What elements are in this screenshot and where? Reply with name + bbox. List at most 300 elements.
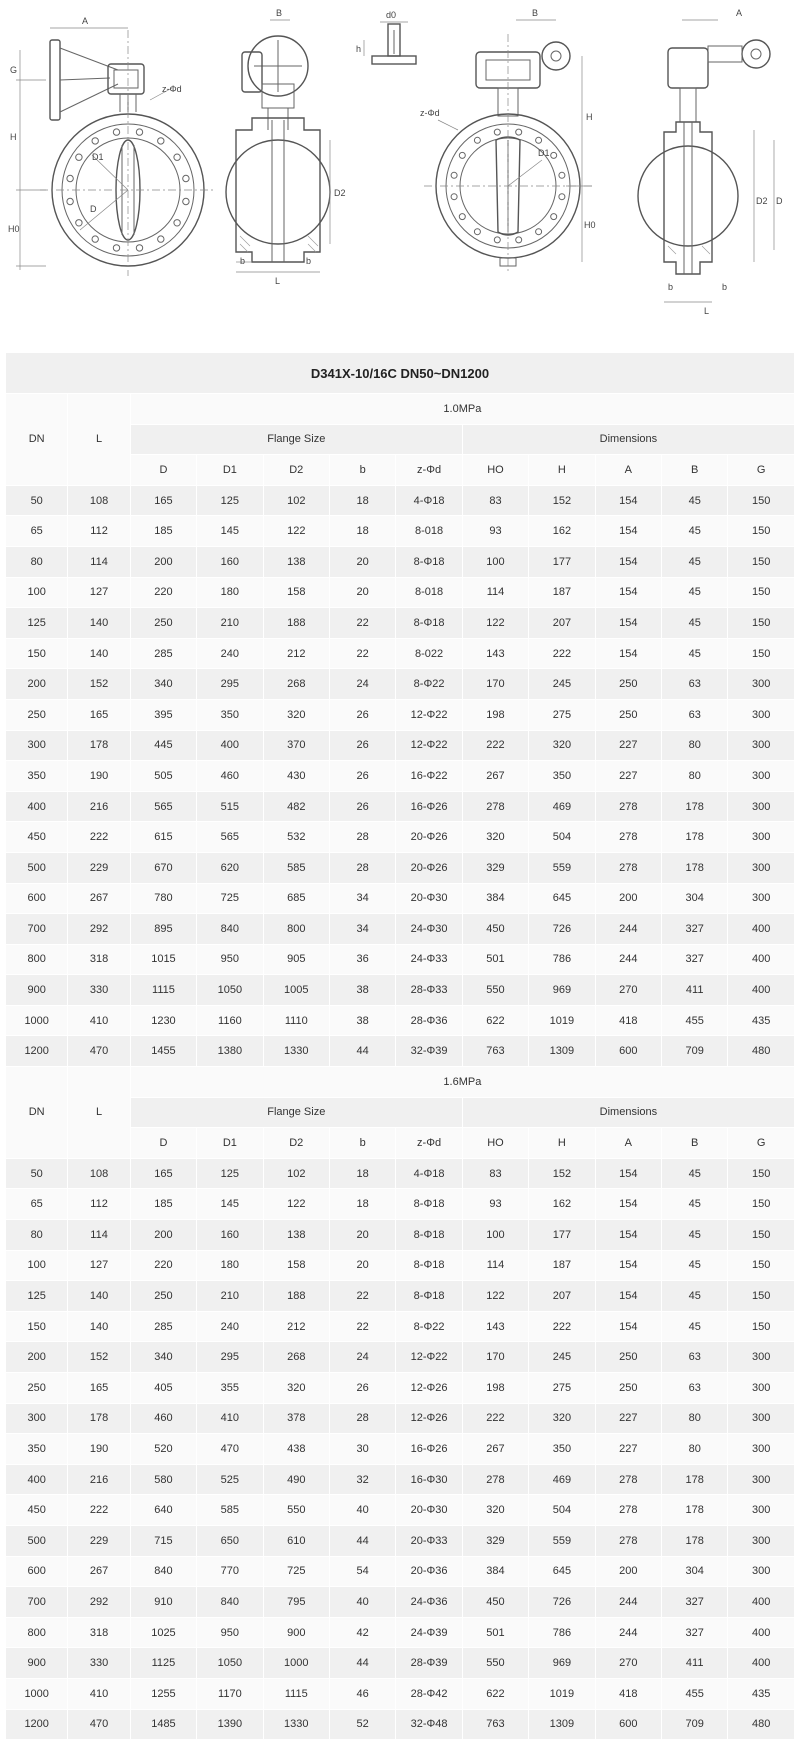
table-cell: 435 (728, 1005, 795, 1036)
dn-header: DN (6, 394, 68, 486)
table-row (6, 914, 795, 945)
table-cell: 150 (728, 1220, 795, 1251)
table-cell: 300 (6, 1403, 68, 1434)
table-cell: 125 (6, 1281, 68, 1312)
table-cell: 102 (263, 485, 329, 516)
table-cell: 100 (462, 546, 528, 577)
bolt-hole (459, 214, 465, 220)
table-cell: 210 (197, 608, 263, 639)
table-cell: 150 (728, 1281, 795, 1312)
table-cell: 270 (595, 975, 661, 1006)
table-row (6, 1709, 795, 1740)
table-cell: 212 (263, 1311, 329, 1342)
table-cell: 840 (197, 914, 263, 945)
table-row (6, 638, 795, 669)
table-cell: 786 (529, 944, 595, 975)
table-cell: 45 (662, 546, 728, 577)
column-header: A (595, 1128, 661, 1159)
table-cell: 300 (728, 883, 795, 914)
table-cell: 304 (662, 1556, 728, 1587)
table-cell: 250 (595, 669, 661, 700)
dim-zphid-gear-label: z-Φd (420, 108, 440, 118)
table-cell: 12-Φ26 (396, 1373, 462, 1404)
table-cell: 320 (263, 1373, 329, 1404)
table-cell: 715 (130, 1525, 196, 1556)
table-cell: 150 (728, 577, 795, 608)
table-cell: 46 (329, 1678, 395, 1709)
table-cell: 178 (662, 791, 728, 822)
table-cell: 24-Φ30 (396, 914, 462, 945)
table-cell: 1025 (130, 1617, 196, 1648)
table-cell: 300 (728, 1403, 795, 1434)
column-header: D1 (197, 455, 263, 486)
table-cell: 200 (6, 1342, 68, 1373)
table-cell: 80 (662, 730, 728, 761)
table-cell: 150 (728, 546, 795, 577)
table-cell: 300 (728, 852, 795, 883)
table-cell: 950 (197, 1617, 263, 1648)
table-row (6, 1220, 795, 1251)
table-cell: 318 (68, 1617, 130, 1648)
table-cell: 400 (728, 1587, 795, 1618)
table-cell: 400 (728, 914, 795, 945)
table-cell: 770 (197, 1556, 263, 1587)
table-cell: 188 (263, 608, 329, 639)
table-cell: 20-Φ30 (396, 1495, 462, 1526)
table-cell: 1309 (529, 1036, 595, 1067)
column-header: HO (462, 1128, 528, 1159)
table-cell: 559 (529, 852, 595, 883)
table-cell: 355 (197, 1373, 263, 1404)
table-cell: 565 (197, 822, 263, 853)
table-cell: 160 (197, 1220, 263, 1251)
table-cell: 143 (462, 638, 528, 669)
table-cell: 154 (595, 1311, 661, 1342)
table-cell: 122 (462, 1281, 528, 1312)
table-cell: 177 (529, 1220, 595, 1251)
dim-b-small-right-label: b (306, 256, 312, 266)
table-cell: 969 (529, 1648, 595, 1679)
table-cell: 300 (728, 1342, 795, 1373)
table-cell: 185 (130, 516, 196, 547)
table-cell: 63 (662, 699, 728, 730)
dn-header: DN (6, 1067, 68, 1159)
table-cell: 16-Φ30 (396, 1464, 462, 1495)
bolt-hole (474, 137, 480, 143)
valve-technical-drawing (0, 0, 800, 330)
table-cell: 28-Φ39 (396, 1648, 462, 1679)
table-row (6, 1373, 795, 1404)
table-cell: 200 (595, 1556, 661, 1587)
table-cell: 63 (662, 669, 728, 700)
table-cell: 1050 (197, 1648, 263, 1679)
table-cell: 28-Φ36 (396, 1005, 462, 1036)
table-cell: 395 (130, 699, 196, 730)
table-cell: 340 (130, 669, 196, 700)
table-cell: 800 (6, 1617, 68, 1648)
column-header: D (130, 455, 196, 486)
bolt-hole (174, 154, 180, 160)
table-cell: 620 (197, 852, 263, 883)
table-cell: 154 (595, 1250, 661, 1281)
table-cell: 150 (6, 638, 68, 669)
table-row (6, 1495, 795, 1526)
table-row (6, 822, 795, 853)
table-cell: 63 (662, 1342, 728, 1373)
table-cell: 300 (728, 761, 795, 792)
table-cell: 93 (462, 516, 528, 547)
table-cell: 500 (6, 852, 68, 883)
table-cell: 108 (68, 1158, 130, 1189)
table-cell: 245 (529, 1342, 595, 1373)
table-cell: 45 (662, 608, 728, 639)
table-cell: 154 (595, 1158, 661, 1189)
table-cell: 8-Φ18 (396, 1281, 462, 1312)
table-cell: 400 (728, 1648, 795, 1679)
table-cell: 178 (68, 1403, 130, 1434)
table-cell: 405 (130, 1373, 196, 1404)
table-cell: 1330 (263, 1036, 329, 1067)
table-cell: 4-Φ18 (396, 485, 462, 516)
table-cell: 384 (462, 883, 528, 914)
table-cell: 145 (197, 516, 263, 547)
table-cell: 190 (68, 1434, 130, 1465)
table-cell: 350 (529, 761, 595, 792)
table-cell: 327 (662, 944, 728, 975)
table-cell: 480 (728, 1036, 795, 1067)
table-cell: 112 (68, 516, 130, 547)
table-cell: 30 (329, 1434, 395, 1465)
table-cell: 12-Φ22 (396, 730, 462, 761)
table-cell: 418 (595, 1005, 661, 1036)
dim-l-label: L (275, 276, 281, 286)
table-row (6, 669, 795, 700)
pressure-header: 1.0MPa (130, 394, 794, 425)
table-cell: 763 (462, 1709, 528, 1740)
table-cell: 138 (263, 546, 329, 577)
table-cell: 127 (68, 577, 130, 608)
table-cell: 240 (197, 638, 263, 669)
table-cell: 45 (662, 1158, 728, 1189)
table-cell: 108 (68, 485, 130, 516)
dim-d0-label: d0 (386, 10, 397, 20)
table-cell: 318 (68, 944, 130, 975)
table-cell: 18 (329, 516, 395, 547)
table-row (6, 1281, 795, 1312)
table-cell: 152 (529, 485, 595, 516)
table-cell: 900 (6, 1648, 68, 1679)
dimensions-header: Dimensions (462, 1097, 794, 1128)
table-cell: 969 (529, 975, 595, 1006)
table-cell: 42 (329, 1617, 395, 1648)
table-cell: 384 (462, 1556, 528, 1587)
table-cell: 44 (329, 1036, 395, 1067)
table-cell: 16-Φ22 (396, 761, 462, 792)
shaft-detail-view (356, 10, 416, 64)
table-row (6, 761, 795, 792)
table-cell: 145 (197, 1189, 263, 1220)
table-cell: 550 (462, 1648, 528, 1679)
table-row (6, 546, 795, 577)
table-cell: 650 (197, 1525, 263, 1556)
table-cell: 400 (728, 975, 795, 1006)
table-cell: 216 (68, 1464, 130, 1495)
table-cell: 455 (662, 1678, 728, 1709)
table-cell: 50 (6, 1158, 68, 1189)
table-cell: 200 (595, 883, 661, 914)
column-header: D2 (263, 1128, 329, 1159)
table-cell: 112 (68, 1189, 130, 1220)
table-cell: 227 (595, 1403, 661, 1434)
table-cell: 28-Φ33 (396, 975, 462, 1006)
table-cell: 45 (662, 1250, 728, 1281)
table-cell: 445 (130, 730, 196, 761)
table-cell: 410 (197, 1403, 263, 1434)
dim-d1-gear-label: D1 (538, 148, 550, 158)
table-cell: 178 (662, 1525, 728, 1556)
table-cell: 45 (662, 1220, 728, 1251)
dim-d2-gear-label: D2 (756, 196, 768, 206)
bolt-hole (494, 237, 500, 243)
table-cell: 370 (263, 730, 329, 761)
table-cell: 1200 (6, 1709, 68, 1740)
table-cell: 275 (529, 699, 595, 730)
bolt-hole (516, 237, 522, 243)
table-row (6, 852, 795, 883)
table-cell: 400 (6, 1464, 68, 1495)
table-cell: 610 (263, 1525, 329, 1556)
bolt-hole (67, 175, 73, 181)
table-cell: 220 (130, 1250, 196, 1281)
flange-size-header: Flange Size (130, 424, 462, 455)
table-cell: 600 (595, 1036, 661, 1067)
bolt-hole (113, 245, 119, 251)
table-cell: 154 (595, 1220, 661, 1251)
table-cell: 150 (728, 638, 795, 669)
table-cell: 622 (462, 1678, 528, 1709)
table-cell: 28-Φ42 (396, 1678, 462, 1709)
table-cell: 267 (68, 1556, 130, 1587)
table-cell: 54 (329, 1556, 395, 1587)
table-cell: 438 (263, 1434, 329, 1465)
table-cell: 350 (529, 1434, 595, 1465)
dim-g-label: G (10, 65, 18, 75)
bolt-hole (113, 129, 119, 135)
table-cell: 295 (197, 1342, 263, 1373)
table-row (6, 944, 795, 975)
table-cell: 152 (68, 669, 130, 700)
table-cell: 8-018 (396, 516, 462, 547)
table-cell: 83 (462, 1158, 528, 1189)
table-cell: 327 (662, 1587, 728, 1618)
table-cell: 24-Φ39 (396, 1617, 462, 1648)
table-cell: 300 (728, 1556, 795, 1587)
table-cell: 80 (662, 1434, 728, 1465)
table-cell: 559 (529, 1525, 595, 1556)
column-header: D (130, 1128, 196, 1159)
table-cell: 222 (529, 638, 595, 669)
table-cell: 460 (130, 1403, 196, 1434)
table-cell: 268 (263, 669, 329, 700)
table-cell: 170 (462, 669, 528, 700)
table-row (6, 975, 795, 1006)
table-cell: 505 (130, 761, 196, 792)
table-cell: 18 (329, 485, 395, 516)
table-cell: 178 (68, 730, 130, 761)
table-cell: 410 (68, 1005, 130, 1036)
table-cell: 455 (662, 1005, 728, 1036)
table-cell: 504 (529, 822, 595, 853)
bolt-hole (459, 152, 465, 158)
dim-zphid-label: z-Φd (162, 84, 182, 94)
table-cell: 18 (329, 1158, 395, 1189)
table-cell: 24 (329, 1342, 395, 1373)
table-cell: 320 (462, 1495, 528, 1526)
table-cell: 250 (6, 1373, 68, 1404)
table-cell: 278 (595, 1495, 661, 1526)
table-cell: 100 (6, 1250, 68, 1281)
table-cell: 350 (197, 699, 263, 730)
table-row (6, 1403, 795, 1434)
table-cell: 8-Φ22 (396, 669, 462, 700)
table-cell: 1115 (263, 1678, 329, 1709)
table-row (6, 1678, 795, 1709)
table-cell: 250 (595, 1342, 661, 1373)
table-cell: 482 (263, 791, 329, 822)
table-cell: 430 (263, 761, 329, 792)
dim-b-small-gear-left-label: b (668, 282, 674, 292)
table-cell: 400 (6, 791, 68, 822)
table-cell: 210 (197, 1281, 263, 1312)
bolt-hole (474, 229, 480, 235)
table-cell: 327 (662, 914, 728, 945)
table-cell: 32 (329, 1464, 395, 1495)
table-cell: 525 (197, 1464, 263, 1495)
bolt-hole (536, 229, 542, 235)
table-cell: 1330 (263, 1709, 329, 1740)
dim-b-gear-label: B (532, 8, 539, 18)
table-row (6, 1464, 795, 1495)
table-cell: 278 (595, 791, 661, 822)
table-cell: 267 (462, 1434, 528, 1465)
table-cell: 24 (329, 669, 395, 700)
table-cell: 1255 (130, 1678, 196, 1709)
bolt-hole (92, 138, 98, 144)
table-cell: 162 (529, 516, 595, 547)
table-cell: 45 (662, 516, 728, 547)
table-cell: 150 (728, 1158, 795, 1189)
table-cell: 20-Φ33 (396, 1525, 462, 1556)
table-cell: 212 (263, 638, 329, 669)
table-cell: 154 (595, 485, 661, 516)
table-cell: 8-018 (396, 577, 462, 608)
table-cell: 245 (529, 669, 595, 700)
table-cell: 20 (329, 1220, 395, 1251)
table-cell: 1019 (529, 1678, 595, 1709)
table-cell: 207 (529, 608, 595, 639)
table-cell: 450 (6, 822, 68, 853)
table-cell: 138 (263, 1220, 329, 1251)
table-cell: 600 (6, 883, 68, 914)
table-cell: 80 (6, 1220, 68, 1251)
table-cell: 340 (130, 1342, 196, 1373)
table-cell: 292 (68, 1587, 130, 1618)
table-cell: 26 (329, 730, 395, 761)
table-cell: 1110 (263, 1005, 329, 1036)
table-cell: 154 (595, 516, 661, 547)
table-cell: 300 (728, 669, 795, 700)
table-cell: 1000 (6, 1678, 68, 1709)
dim-h-small-label: h (356, 44, 362, 54)
table-cell: 300 (6, 730, 68, 761)
table-cell: 1125 (130, 1648, 196, 1679)
table-cell: 22 (329, 1281, 395, 1312)
table-cell: 329 (462, 852, 528, 883)
table-cell: 40 (329, 1587, 395, 1618)
table-cell: 180 (197, 1250, 263, 1281)
table-cell: 418 (595, 1678, 661, 1709)
table-row (6, 1525, 795, 1556)
table-cell: 565 (130, 791, 196, 822)
table-cell: 143 (462, 1311, 528, 1342)
table-cell: 1309 (529, 1709, 595, 1740)
table-cell: 158 (263, 577, 329, 608)
table-row (6, 1434, 795, 1465)
table-cell: 38 (329, 975, 395, 1006)
table-cell: 18 (329, 1189, 395, 1220)
dim-b-label: B (276, 8, 283, 18)
table-cell: 550 (462, 975, 528, 1006)
table-cell: 250 (595, 699, 661, 730)
table-row (6, 485, 795, 516)
dim-h0-label: H0 (8, 224, 20, 234)
table-cell: 1000 (6, 1005, 68, 1036)
table-cell: 178 (662, 1495, 728, 1526)
dim-d2-label: D2 (334, 188, 346, 198)
table-cell: 165 (130, 1158, 196, 1189)
table-cell: 165 (130, 485, 196, 516)
bolt-hole (174, 220, 180, 226)
bolt-hole (158, 236, 164, 242)
dim-d-gear-label: D (776, 196, 783, 206)
table-cell: 227 (595, 1434, 661, 1465)
table-cell: 12-Φ26 (396, 1403, 462, 1434)
table-cell: 350 (6, 761, 68, 792)
table-cell: 45 (662, 1189, 728, 1220)
table-cell: 44 (329, 1648, 395, 1679)
table-cell: 795 (263, 1587, 329, 1618)
table-cell: 350 (6, 1434, 68, 1465)
table-cell: 685 (263, 883, 329, 914)
column-header: G (728, 455, 795, 486)
table-cell: 1015 (130, 944, 196, 975)
table-cell: 400 (728, 944, 795, 975)
dim-h-gear-label: H (586, 112, 593, 122)
table-cell: 244 (595, 914, 661, 945)
bolt-hole (76, 154, 82, 160)
table-cell: 227 (595, 730, 661, 761)
side-view-handwheel (226, 8, 346, 286)
table-cell: 114 (68, 546, 130, 577)
column-header: A (595, 455, 661, 486)
column-header: z-Φd (396, 1128, 462, 1159)
table-cell: 177 (529, 546, 595, 577)
flange-size-header: Flange Size (130, 1097, 462, 1128)
table-cell: 250 (130, 1281, 196, 1312)
table-cell: 12-Φ22 (396, 1342, 462, 1373)
table-cell: 187 (529, 577, 595, 608)
table-cell: 435 (728, 1678, 795, 1709)
